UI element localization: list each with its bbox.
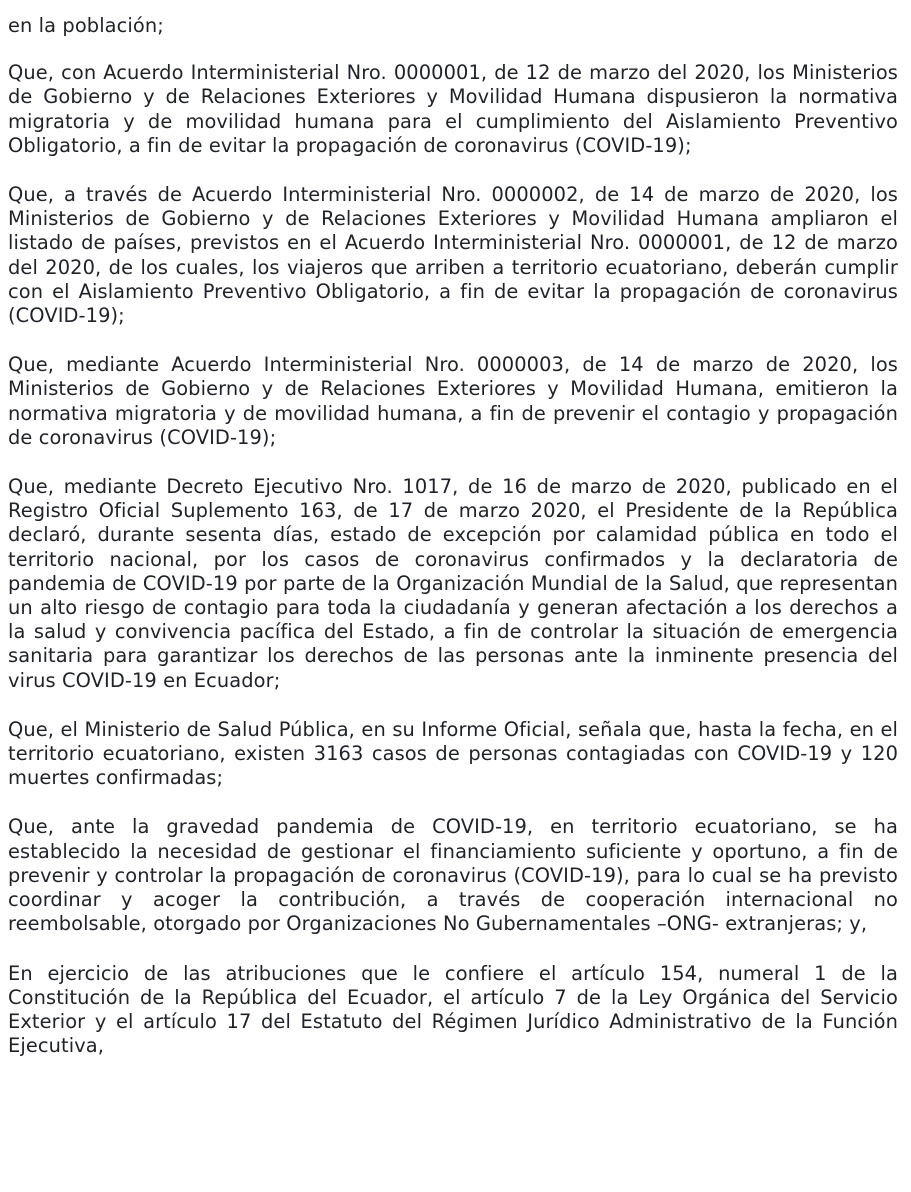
paragraph-atribuciones: En ejercicio de las atribuciones que le confiere el artículo 154, numeral 1 de la Constitución de la República del Ecuador, el artículo 7 de la Ley Orgánica del Servicio Exterior y el artículo 17 del Estatuto del Régimen Jurídico Administrativo de la Función Ejecutiva, bbox=[8, 961, 898, 1058]
paragraph-gravedad-pandemia: Que, ante la gravedad pandemia de COVID-19, en territorio ecuatoriano, se ha establecido la necesidad de gestionar el financiamiento suficiente y oportuno, a fin de prevenir y controlar la propagación de coronavirus (COVID-19), para lo cual se ha previsto coordinar y acoger la contribución, a través de cooperación internacional no reembolsable, otorgado por Organizaciones No Gubernamentales –ONG- extranjeras; y, bbox=[8, 815, 898, 936]
document-page bbox=[8, 14, 898, 1058]
paragraph-continuation: en la población; bbox=[8, 14, 164, 37]
paragraph-decreto-1017: Que, mediante Decreto Ejecutivo Nro. 1017, de 16 de marzo de 2020, publicado en el Registro Oficial Suplemento 163, de 17 de marzo 2020, el Presidente de la República declaró, durante sesenta días, estado de excepción por calamidad pública en todo el territorio nacional, por los casos de coronavirus confirmados y la declaratoria de pandemia de COVID-19 por parte de la Organización Mundial de la Salud, que representan un alto riesgo de contagio para toda la ciudadanía y generan afectación a los derechos a la salud y convivencia pacífica del Estado, a fin de controlar la situación de emergencia sanitaria para garantizar los derechos de las personas ante la inminente presencia del virus COVID-19 en Ecuador; bbox=[8, 475, 898, 692]
paragraph-acuerdo-0000002: Que, a través de Acuerdo Interministerial Nro. 0000002, de 14 de marzo de 2020, los Ministerios de Gobierno y de Relaciones Exteriores y Movilidad Humana ampliaron el listado de países, previstos en el Acuerdo Interministerial Nro. 0000001, de 12 de marzo del 2020, de los cuales, los viajeros que arriben a territorio ecuatoriano, deberán cumplir con el Aislamiento Preventivo Obligatorio, a fin de evitar la propagación de coronavirus (COVID-19); bbox=[8, 183, 898, 328]
paragraph-acuerdo-0000003: Que, mediante Acuerdo Interministerial Nro. 0000003, de 14 de marzo de 2020, los Ministerios de Gobierno y de Relaciones Exteriores y Movilidad Humana, emitieron la normativa migratoria y de movilidad humana, a fin de prevenir el contagio y propagación de coronavirus (COVID-19); bbox=[8, 353, 898, 449]
paragraph-informe-oficial: Que, el Ministerio de Salud Pública, en su Informe Oficial, señala que, hasta la fecha, en el territorio ecuatoriano, existen 3163 casos de personas contagiadas con COVID-19 y 120 muertes confirmadas; bbox=[8, 717, 898, 790]
paragraph-acuerdo-0000001: Que, con Acuerdo Interministerial Nro. 0000001, de 12 de marzo del 2020, los Ministerios de Gobierno y de Relaciones Exteriores y Movilidad Humana dispusieron la normativa migratoria y de movilidad humana para el cumplimiento del Aislamiento Preventivo Obligatorio, a fin de evitar la propagación de coronavirus (COVID-19); bbox=[8, 61, 898, 157]
